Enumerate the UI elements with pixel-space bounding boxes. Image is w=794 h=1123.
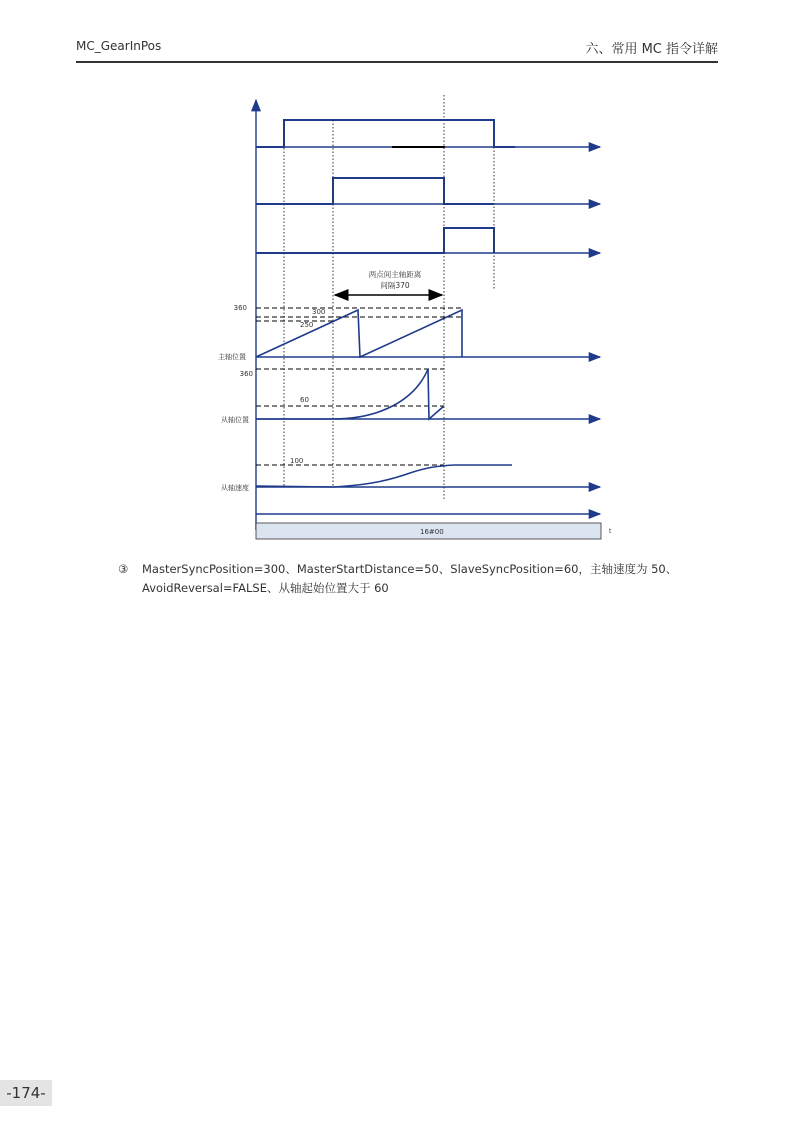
slave-velocity-curve bbox=[256, 465, 512, 487]
distance-value: 间隔370 bbox=[380, 281, 410, 290]
status-value: 16#00 bbox=[420, 528, 444, 536]
distance-title: 两点间主轴距离 bbox=[368, 270, 422, 279]
master-start-label: 250 bbox=[300, 321, 314, 329]
time-markers bbox=[284, 95, 494, 500]
caption-number: ③ bbox=[118, 562, 129, 576]
page-number: -174- bbox=[0, 1080, 52, 1106]
caption bbox=[118, 560, 678, 598]
slave-velocity-label: 从轴速度 bbox=[221, 484, 249, 492]
status-time-label: t bbox=[609, 528, 612, 535]
master-max-label: 360 bbox=[233, 304, 247, 312]
time-axes bbox=[256, 147, 600, 514]
slave-position-label: 从轴位置 bbox=[221, 416, 249, 424]
signal-execute bbox=[256, 120, 515, 147]
master-position-label: 主轴位置 bbox=[218, 353, 246, 361]
header-title: MC_GearInPos bbox=[76, 39, 162, 53]
master-position-curve bbox=[256, 310, 462, 357]
signal-busy bbox=[256, 178, 494, 204]
slave-vel-value: 100 bbox=[290, 457, 304, 465]
signal-insync bbox=[256, 228, 494, 253]
caption-text: MasterSyncPosition=300、MasterStartDistance=50、SlaveSyncPosition=60，主轴速度为 50、AvoidReversal=FALSE、从轴起始位置大于 60 bbox=[142, 562, 678, 595]
header-chapter: 六、常用 MC 指令详解 bbox=[585, 42, 718, 57]
master-sync-label: 300 bbox=[312, 308, 326, 316]
slave-max-label: 360 bbox=[239, 370, 253, 378]
slave-sync-label: 60 bbox=[300, 396, 309, 404]
